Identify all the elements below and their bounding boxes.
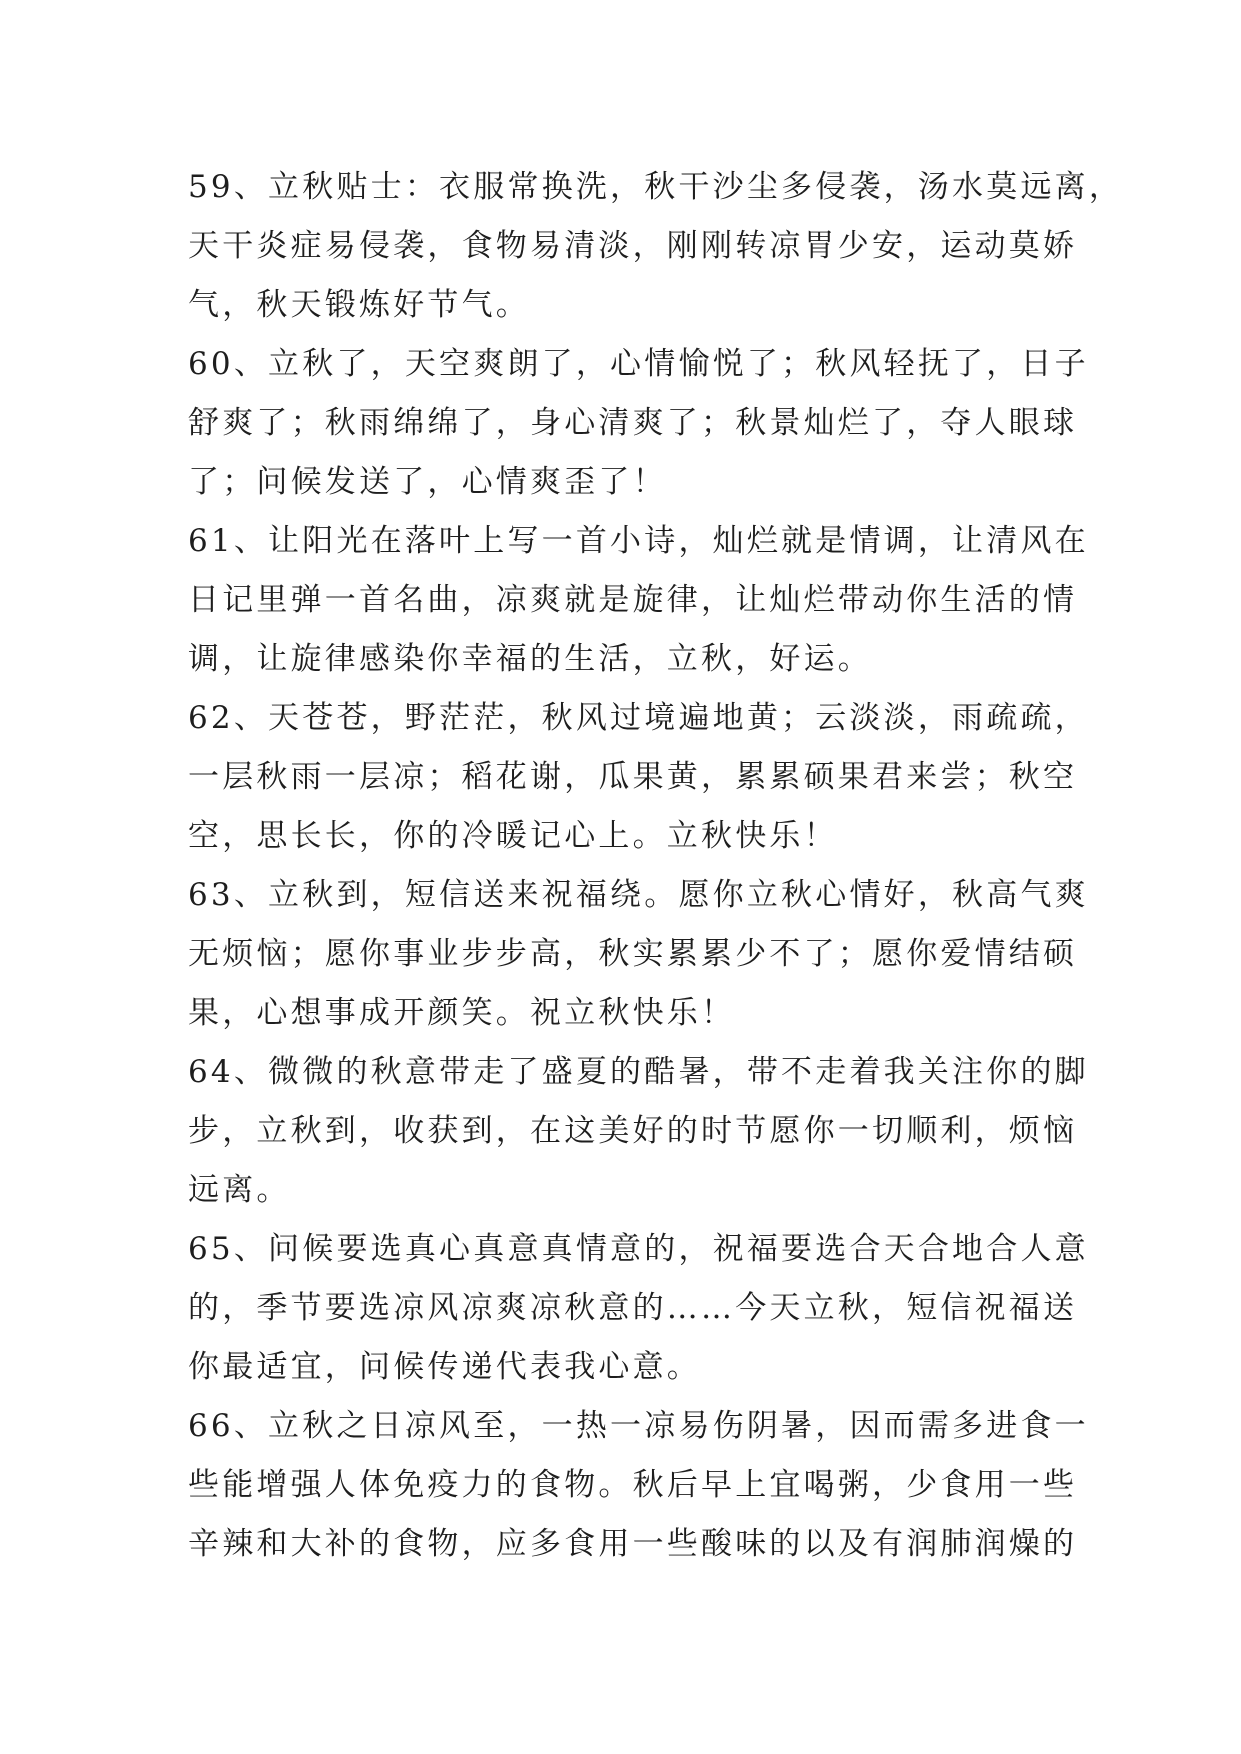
- entry-66: [188, 1397, 1088, 1574]
- text-line: 66、立秋之日凉风至，一热一凉易伤阴暑，因而需多进食一: [188, 1408, 1089, 1444]
- text-line: 无烦恼；愿你事业步步高，秋实累累少不了；愿你爱情结硕: [188, 936, 1078, 972]
- text-line: 61、让阳光在落叶上写一首小诗，灿烂就是情调，让清风在: [188, 523, 1089, 559]
- entry-64: [188, 1043, 1088, 1220]
- text-line: 60、立秋了，天空爽朗了，心情愉悦了；秋风轻抚了，日子: [188, 346, 1089, 382]
- entry-65: [188, 1220, 1088, 1397]
- text-line: 步，立秋到，收获到，在这美好的时节愿你一切顺利，烦恼: [188, 1113, 1078, 1149]
- text-line: 一层秋雨一层凉；稻花谢，瓜果黄，累累硕果君来尝；秋空: [188, 759, 1078, 795]
- entry-59: [188, 158, 1124, 335]
- text-line: 了；问候发送了，心情爽歪了！: [188, 464, 667, 500]
- text-line: 65、问候要选真心真意真情意的，祝福要选合天合地合人意: [188, 1231, 1089, 1267]
- text-line: 调，让旋律感染你幸福的生活，立秋，好运。: [188, 641, 872, 677]
- text-line: 的，季节要选凉风凉爽凉秋意的……今天立秋，短信祝福送: [188, 1290, 1078, 1326]
- entry-61: [188, 512, 1088, 689]
- text-line: 59、立秋贴士：衣服常换洗，秋干沙尘多侵袭，汤水莫远离，: [188, 169, 1124, 205]
- text-line: 些能增强人体免疫力的食物。秋后早上宜喝粥，少食用一些: [188, 1467, 1078, 1503]
- text-line: 天干炎症易侵袭，食物易清淡，刚刚转凉胃少安，运动莫娇: [188, 228, 1078, 264]
- text-line: 62、天苍苍，野茫茫，秋风过境遍地黄；云淡淡，雨疏疏，: [188, 700, 1089, 736]
- text-line: 辛辣和大补的食物，应多食用一些酸味的以及有润肺润燥的: [188, 1526, 1078, 1562]
- text-line: 果，心想事成开颜笑。祝立秋快乐！: [188, 995, 736, 1031]
- text-line: 64、微微的秋意带走了盛夏的酷暑，带不走着我关注你的脚: [188, 1054, 1089, 1090]
- text-line: 气，秋天锻炼好节气。: [188, 287, 530, 323]
- text-line: 空，思长长，你的冷暖记心上。立秋快乐！: [188, 818, 838, 854]
- text-line: 舒爽了；秋雨绵绵了，身心清爽了；秋景灿烂了，夺人眼球: [188, 405, 1078, 441]
- text-line: 远离。: [188, 1172, 291, 1208]
- text-line: 63、立秋到，短信送来祝福绕。愿你立秋心情好，秋高气爽: [188, 877, 1089, 913]
- entry-63: [188, 866, 1088, 1043]
- entry-62: [188, 689, 1088, 866]
- text-line: 你最适宜，问候传递代表我心意。: [188, 1349, 701, 1385]
- text-line: 日记里弹一首名曲，凉爽就是旋律，让灿烂带动你生活的情: [188, 582, 1078, 618]
- entry-60: [188, 335, 1088, 512]
- document-body: [188, 158, 1124, 1574]
